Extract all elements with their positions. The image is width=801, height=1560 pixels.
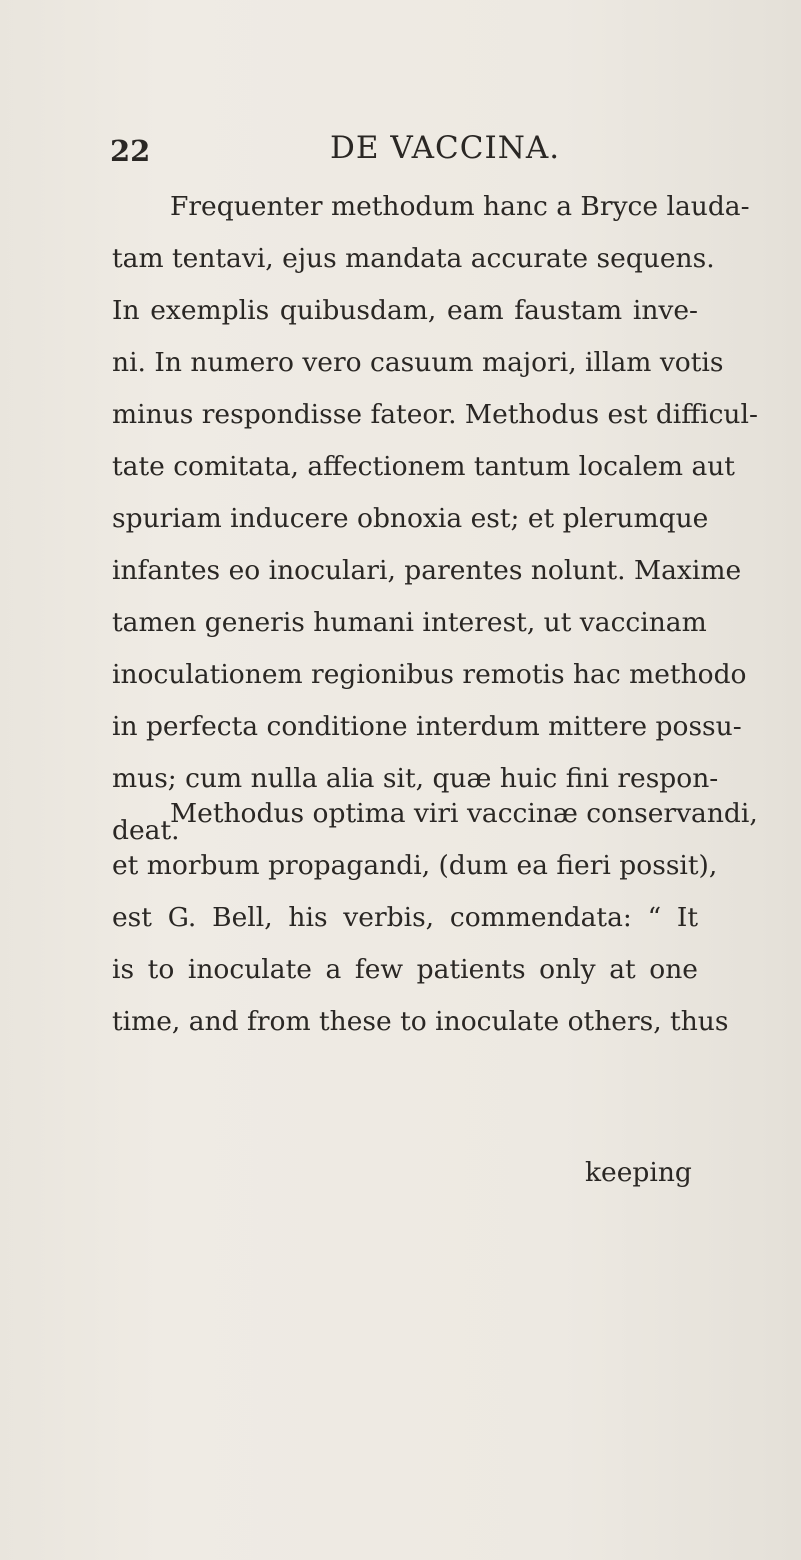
text-line: mus; cum nulla alia sit, quæ huic fini respon- [112, 763, 719, 794]
text-line: In exemplis quibusdam, eam faustam inve- [112, 295, 698, 326]
paragraph-2 [112, 788, 758, 1048]
text-line: time, and from these to inoculate others, thus [112, 1006, 729, 1037]
text-line: deat. [112, 815, 180, 846]
text-line: spuriam inducere obnoxia est; et plerumque [112, 503, 709, 534]
catchword: keeping [585, 1157, 692, 1188]
text-line: is to inoculate a few patients only at one [112, 954, 698, 985]
paragraph-1 [112, 181, 758, 857]
text-line: tam tentavi, ejus mandata accurate sequens. [112, 243, 715, 274]
text-line: est G. Bell, his verbis, commendata: “ It [112, 902, 698, 933]
text-line: in perfecta conditione interdum mittere possu- [112, 711, 742, 742]
text-line: Frequenter methodum hanc a Bryce lauda- [170, 191, 750, 222]
text-line: Methodus optima viri vaccinæ conservandi, [170, 798, 758, 829]
text-line: et morbum propagandi, (dum ea fieri possit), [112, 850, 718, 881]
text-line: inoculationem regionibus remotis hac methodo [112, 659, 747, 690]
running-head: DE VACCINA. [330, 130, 561, 166]
text-line: infantes eo inoculari, parentes nolunt. Maxime [112, 555, 742, 586]
text-line: minus respondisse fateor. Methodus est difficul- [112, 399, 758, 430]
text-line: tamen generis humani interest, ut vaccinam [112, 607, 707, 638]
text-line: tate comitata, affectionem tantum localem aut [112, 451, 735, 482]
page-number: 22 [110, 134, 151, 168]
text-line: ni. In numero vero casuum majori, illam votis [112, 347, 724, 378]
page-header [0, 130, 801, 180]
